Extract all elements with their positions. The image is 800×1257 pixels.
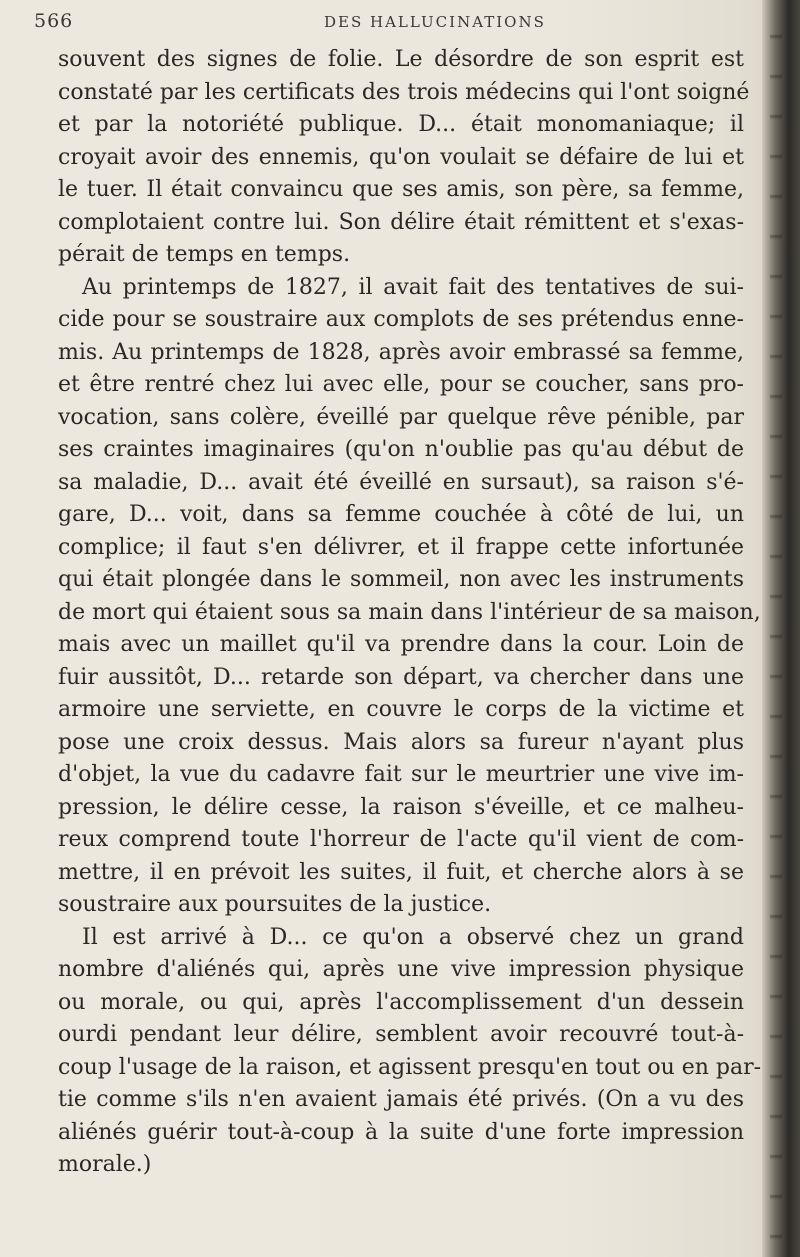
text-line: vocation, sans colère, éveillé par quelque rêve pénible, par [58, 404, 744, 430]
text-line: soustraire aux poursuites de la justice. [58, 892, 492, 917]
text-line: reux comprend toute l'horreur de l'acte qu'il vient de com- [58, 827, 744, 852]
running-head: DES HALLUCINATIONS [324, 13, 546, 31]
page-header [34, 6, 734, 36]
text-line: pose une croix dessus. Mais alors sa fureur n'ayant plus [58, 729, 744, 755]
text-line: pérait de temps en temps. [58, 242, 351, 267]
text-line: ou morale, ou qui, après l'accomplissement d'un dessein [58, 989, 744, 1015]
text-line: ourdi pendant leur délire, semblent avoir recouvré tout-à- [58, 1022, 744, 1047]
text-line: et par la notoriété publique. D... était monomaniaque; il [58, 112, 744, 137]
text-line: nombre d'aliénés qui, après une vive impression physique [58, 957, 744, 982]
text-line: mettre, il en prévoit les suites, il fuit, et cherche alors à se [58, 859, 744, 885]
body-text [58, 44, 762, 1182]
text-line: fuir aussitôt, D... retarde son départ, va chercher dans une [58, 664, 744, 690]
page-number: 566 [34, 10, 74, 32]
text-line: sa maladie, D... avait été éveillé en sursaut), sa raison s'é- [58, 469, 744, 495]
text-line: complotaient contre lui. Son délire était rémittent et s'exas- [58, 209, 744, 235]
text-line: constaté par les certificats des trois médecins qui l'ont soigné [58, 79, 750, 105]
text-line: complice; il faut s'en délivrer, et il frappe cette infortunée [58, 534, 744, 560]
text-line: de mort qui étaient sous sa main dans l'intérieur de sa maison, [58, 599, 761, 625]
text-line: croyait avoir des ennemis, qu'on voulait se défaire de lui et [58, 144, 744, 170]
text-line: mis. Au printemps de 1828, après avoir embrassé sa femme, [58, 339, 744, 365]
text-line: ses craintes imaginaires (qu'on n'oublie pas qu'au début de [58, 437, 744, 462]
text-line: coup l'usage de la raison, et agissent presqu'en tout ou en par- [58, 1054, 762, 1080]
text-line: morale.) [58, 1152, 152, 1177]
spine-texture [770, 0, 782, 1257]
text-line: mais avec un maillet qu'il va prendre dans la cour. Loin de [58, 632, 744, 657]
text-line: gare, D... voit, dans sa femme couchée à côté de lui, un [58, 502, 744, 527]
text-line: qui était plongée dans le sommeil, non avec les instruments [58, 567, 744, 592]
text-line: souvent des signes de folie. Le désordre de son esprit est [58, 47, 744, 72]
text-line: cide pour se soustraire aux complots de ses prétendus enne- [58, 307, 744, 332]
text-line: tie comme s'ils n'en avaient jamais été privés. (On a vu des [58, 1087, 744, 1112]
text-line: et être rentré chez lui avec elle, pour se coucher, sans pro- [58, 372, 744, 397]
text-line: d'objet, la vue du cadavre fait sur le meurtrier une vive im- [58, 762, 744, 787]
text-line: Il est arrivé à D... ce qu'on a observé chez un grand [82, 924, 744, 950]
text-line: le tuer. Il était convaincu que ses amis, son père, sa femme, [58, 177, 744, 202]
text-line: Au printemps de 1827, il avait fait des tentatives de sui- [82, 274, 744, 300]
text-line: pression, le délire cesse, la raison s'éveille, et ce malheu- [58, 794, 744, 820]
text-line: armoire une serviette, en couvre le corps de la victime et [58, 697, 744, 722]
text-line: aliénés guérir tout-à-coup à la suite d'une forte impression [58, 1119, 744, 1145]
